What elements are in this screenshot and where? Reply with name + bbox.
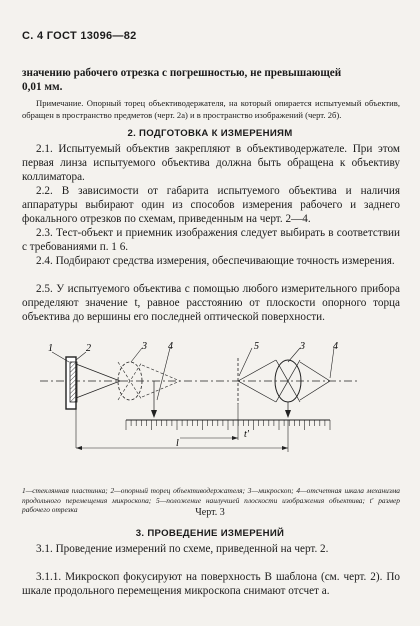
paragraph-2-4: 2.4. Подбирают средства измерения, обеспечивающие точность измерения. xyxy=(36,255,395,267)
paragraph-3-1: 3.1. Проведение измерений по схеме, приведенной на черт. 2. xyxy=(36,543,329,555)
label-2: 2 xyxy=(86,343,91,354)
section-3-title: 3. ПРОВЕДЕНИЕ ИЗМЕРЕНИЙ xyxy=(135,528,285,539)
page-header: С. 4 ГОСТ 13096—82 xyxy=(22,30,137,42)
section-2-title: 2. ПОДГОТОВКА К ИЗМЕРЕНИЯМ xyxy=(127,128,293,139)
label-3b: 3 xyxy=(300,341,305,352)
figure-caption: 1—стеклянная пластинка; 2—опорный торец объективодержателя; 3—микроскоп; 4—отсчетная шкала механизма продольного перемещения микроскопа; 5—положение наилучшей плоскости изображения объектива; t′ размер рабочего отрезка xyxy=(22,486,400,515)
note-text: Примечание. Опорный торец объективодержателя, на который опирается испытуемый объектив, обращен в пространство предметов (черт. 2а) и в пространство изображений (черт. 2б). xyxy=(22,98,400,120)
label-3a: 3 xyxy=(142,341,147,352)
optical-scheme-figure xyxy=(30,340,370,480)
paragraph-2-3: 2.3. Тест-объект и приемник изображения следует выбирать в соответствии с требованиями п. 1 6. xyxy=(22,227,400,253)
label-5: 5 xyxy=(254,341,259,352)
intro-line-1: значению рабочего отрезка с погрешностью, не превышающей xyxy=(22,67,342,79)
label-4a: 4 xyxy=(168,341,173,352)
label-4b: 4 xyxy=(333,341,338,352)
figure-number: Черт. 3 xyxy=(195,507,225,518)
label-t-prime: t′ xyxy=(244,429,249,440)
intro-line-2: 0,01 мм. xyxy=(22,81,63,93)
label-1: 1 xyxy=(48,343,53,354)
paragraph-2-1: 2.1. Испытуемый объектив закрепляют в объективодержателе. При этом первая линза испытуемого объектива должна быть обращена к объективу коллиматора. xyxy=(22,143,400,183)
paragraph-2-5: 2.5. У испытуемого объектива с помощью любого измерительного прибора определяют значение t, равное расстоянию от плоскости опорного торца объектива до вершины его последней оптической поверхности. xyxy=(22,283,400,323)
paragraph-2-2: 2.2. В зависимости от габарита испытуемого объектива и наличия аппаратуры выбирают один из способов измерения рабочего и заднего фокального отрезков по схемам, приведенным на черт. 2—4. xyxy=(22,185,400,225)
paragraph-3-1-1: 3.1.1. Микроскоп фокусируют на поверхность В шаблона (см. черт. 2). По шкале продольного перемещения микроскопа снимают отсчет а. xyxy=(22,571,400,597)
label-l: l xyxy=(176,438,179,449)
